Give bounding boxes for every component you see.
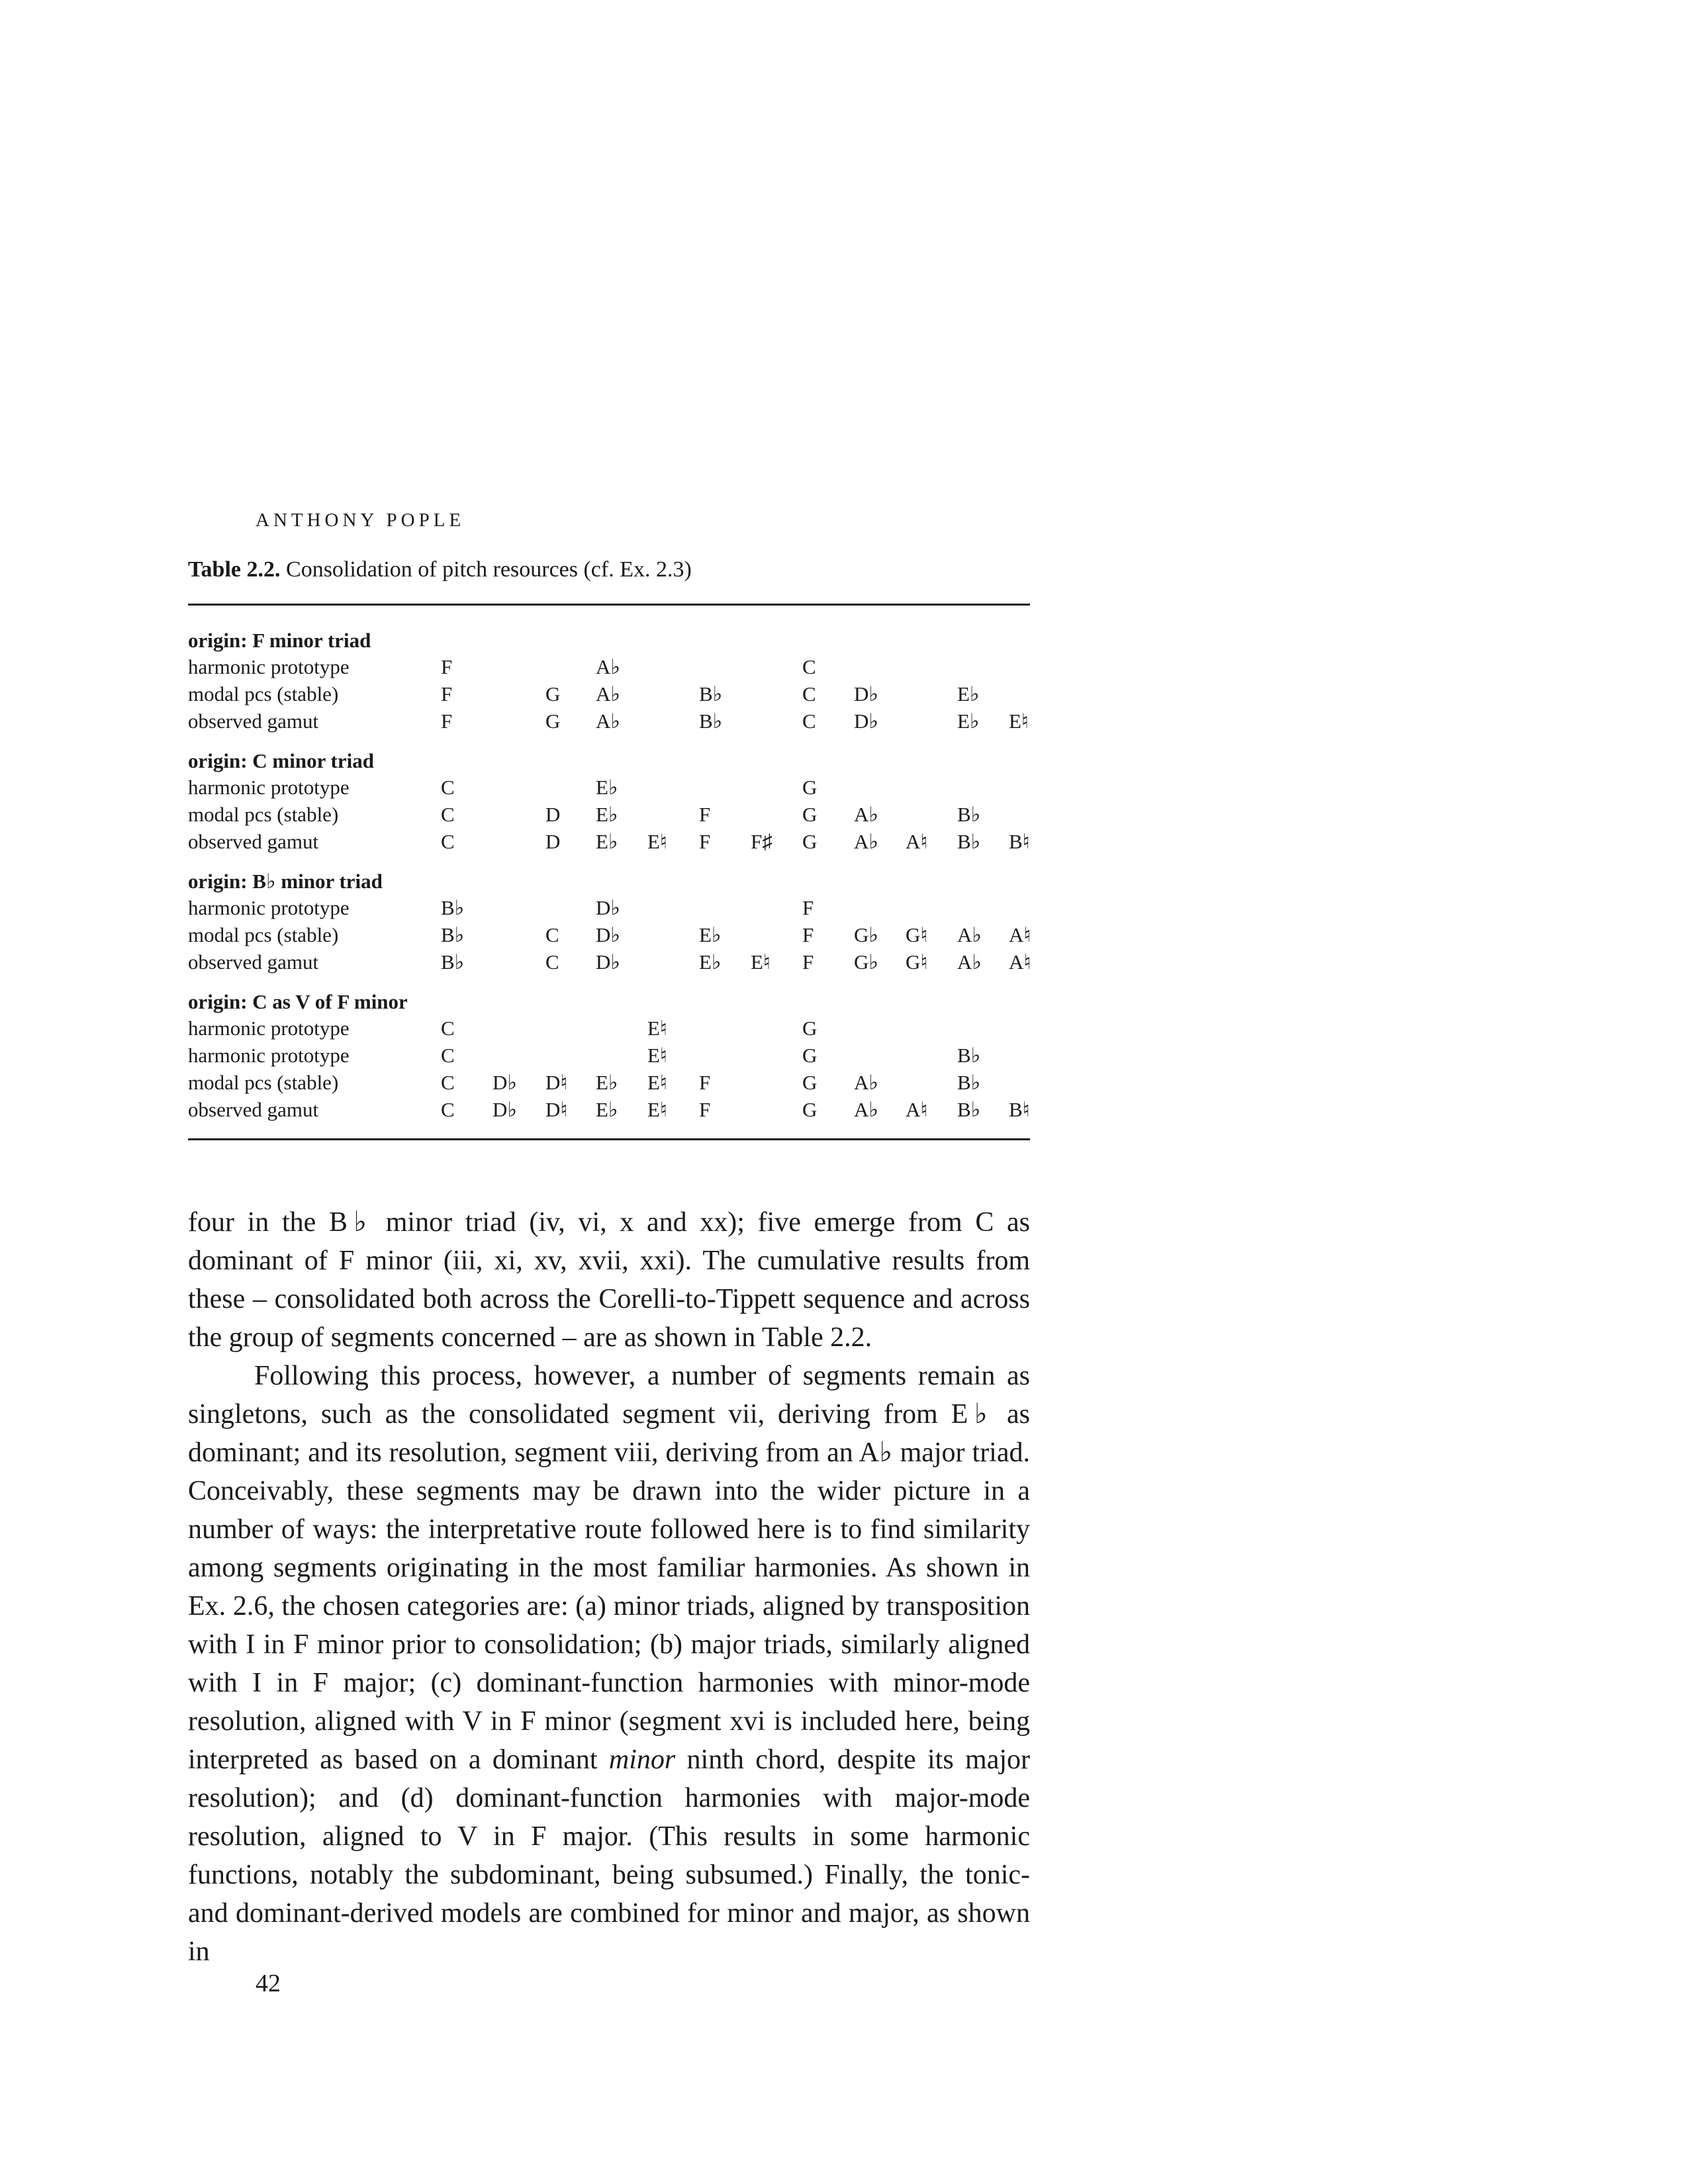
table-cell: G♭: [854, 950, 879, 974]
table-cell: D♮: [545, 1071, 568, 1094]
table-cell: E♭: [957, 682, 980, 705]
table-cell: E♭: [596, 830, 618, 853]
table-row: [188, 801, 1030, 828]
table-row: [188, 1015, 1030, 1042]
table-cell: E♮: [647, 1017, 668, 1040]
table-cell: B♭: [957, 1044, 981, 1067]
table-cell: B♭: [441, 923, 465, 946]
table-group-b-flat-minor: [188, 868, 1030, 976]
row-label: harmonic prototype: [188, 655, 350, 678]
table-cell: A♭: [957, 923, 982, 946]
table-cell: F: [699, 1098, 711, 1121]
row-label: harmonic prototype: [188, 776, 350, 799]
paragraph-2-part-2: ninth chord, despite its major resolution); and (d) dominant-function harmonies with major-mode resolution, aligned to V in F major. (This results in some harmonic functions, notably the subdominant, being subsumed.) Finally, the tonic- and dominant-derived models are combined for minor and major, as shown in: [188, 1745, 1030, 1967]
paragraph-2: [188, 1357, 1030, 1971]
table-cell: E♮: [647, 1044, 668, 1067]
table-caption: [188, 557, 692, 582]
table-cell: E♮: [647, 1071, 668, 1094]
row-label: observed gamut: [188, 1098, 319, 1121]
table-cell: E♭: [699, 950, 722, 974]
table-row: [188, 894, 1030, 921]
table-cell: G♮: [906, 950, 928, 974]
table-cell: D: [545, 803, 561, 826]
row-label: modal pcs (stable): [188, 1071, 339, 1094]
table-group-c-as-v: [188, 989, 1030, 1123]
table-cell: D♮: [545, 1098, 568, 1121]
table-cell: E♮: [647, 830, 668, 853]
table-row: [188, 653, 1030, 680]
table-cell: C: [802, 709, 816, 733]
table-cell: B♭: [957, 830, 981, 853]
table-cell: C: [545, 950, 559, 974]
table-row: [188, 1096, 1030, 1123]
table-cell: C: [441, 1044, 455, 1067]
table-cell: F♯: [751, 830, 773, 853]
table-cell: C: [441, 1098, 455, 1121]
table-cell: G: [802, 830, 818, 853]
table-cell: F: [802, 950, 814, 974]
row-label: modal pcs (stable): [188, 682, 339, 705]
table-cell: C: [441, 1017, 455, 1040]
row-label: observed gamut: [188, 830, 319, 853]
table-cell: B♭: [441, 950, 465, 974]
group-heading: origin: C as V of F minor: [188, 990, 408, 1013]
table-cell: E♮: [1009, 709, 1029, 733]
table-cell: G: [545, 682, 561, 705]
row-label: observed gamut: [188, 950, 319, 974]
table-cell: B♭: [957, 803, 981, 826]
row-label: harmonic prototype: [188, 1017, 350, 1040]
table-cell: A♮: [1009, 923, 1031, 946]
table-cell: D♭: [854, 709, 879, 733]
table-cell: A♮: [906, 830, 928, 853]
table-row: [188, 707, 1030, 735]
table-top-rule: [188, 604, 1030, 606]
table-cell: C: [441, 776, 455, 799]
table-cell: C: [545, 923, 559, 946]
table-cell: B♭: [957, 1071, 981, 1094]
table-cell: A♭: [596, 682, 621, 705]
table-cell: A♭: [596, 655, 621, 678]
table-cell: G: [802, 803, 818, 826]
table-cell: A♭: [854, 1071, 879, 1094]
table-cell: F: [699, 1071, 711, 1094]
table-cell: D: [545, 830, 561, 853]
table-cell: G: [802, 776, 818, 799]
emphasis-minor: minor: [608, 1745, 676, 1775]
table-cell: C: [441, 830, 455, 853]
group-heading: origin: F minor triad: [188, 629, 371, 652]
table-cell: C: [441, 1071, 455, 1094]
table-cell: D♭: [854, 682, 879, 705]
table-row: [188, 1069, 1030, 1096]
table-cell: C: [441, 803, 455, 826]
group-heading: origin: B♭ minor triad: [188, 870, 383, 893]
table-cell: E♭: [596, 1071, 618, 1094]
row-label: modal pcs (stable): [188, 923, 339, 946]
table-cell: C: [802, 682, 816, 705]
table-cell: G: [802, 1071, 818, 1094]
table-cell: D♭: [492, 1098, 518, 1121]
table-cell: A♭: [854, 830, 879, 853]
table-row: [188, 921, 1030, 948]
table-cell: E♮: [647, 1098, 668, 1121]
table-cell: A♭: [854, 1098, 879, 1121]
table-cell: F: [699, 830, 711, 853]
table-cell: A♭: [596, 709, 621, 733]
table-cell: E♭: [596, 803, 618, 826]
paragraph-2-part-1: Following this process, however, a number of segments remain as singletons, such as the consolidated segment vii, deriving from E♭ as dominant; and its resolution, segment viii, deriving from an A♭ major triad. Conceivably, these segments may be drawn into the wider picture in a number of ways: the interpretative route followed here is to find similarity among segments originating in the most familiar harmonies. As shown in Ex. 2.6, the chosen categories are: (a) minor triads, aligned by transposition with I in F minor prior to consolidation; (b) major triads, similarly aligned with I in F major; (c) dominant-function harmonies with minor-mode resolution, aligned with V in F minor (segment xvi is included here, being interpreted as based on a dominant: [188, 1361, 1030, 1775]
table-cell: G: [802, 1098, 818, 1121]
table-cell: G: [545, 709, 561, 733]
table-row: [188, 680, 1030, 707]
table-caption-label: Table 2.2.: [188, 557, 281, 582]
table-bottom-rule: [188, 1138, 1030, 1140]
table-cell: A♭: [957, 950, 982, 974]
table-row: [188, 774, 1030, 801]
table-row: [188, 828, 1030, 855]
table-cell: F: [441, 709, 453, 733]
table-cell: F: [802, 923, 814, 946]
table-cell: F: [699, 803, 711, 826]
table-cell: F: [802, 896, 814, 919]
table-cell: A♭: [854, 803, 879, 826]
paragraph-1: four in the B♭ minor triad (iv, vi, x and xx); five emerge from C as dominant of F minor (iii, xi, xv, xvii, xxi). The cumulative results from these – consolidated both across the Corelli-to-Tippett sequence and across the group of segments concerned – are as shown in Table 2.2.: [188, 1207, 1030, 1353]
table-group-c-minor: [188, 748, 1030, 855]
table-row: [188, 948, 1030, 976]
table-cell: B♮: [1009, 830, 1030, 853]
table-cell: G: [802, 1017, 818, 1040]
table-cell: E♭: [596, 776, 618, 799]
table-cell: B♭: [441, 896, 465, 919]
table-cell: C: [802, 655, 816, 678]
table-cell: F: [441, 655, 453, 678]
table-cell: D♭: [596, 923, 621, 946]
table-cell: B♮: [1009, 1098, 1030, 1121]
table-cell: D♭: [596, 896, 621, 919]
table-cell: D♭: [596, 950, 621, 974]
table-cell: E♭: [957, 709, 980, 733]
table-cell: F: [441, 682, 453, 705]
body-text: [188, 1203, 1030, 1971]
table-cell: D♭: [492, 1071, 518, 1094]
running-head: ANTHONY POPLE: [256, 510, 465, 531]
table-cell: G: [802, 1044, 818, 1067]
table-cell: B♭: [957, 1098, 981, 1121]
table-row: [188, 1042, 1030, 1069]
table-cell: G♮: [906, 923, 928, 946]
table-group-f-minor: [188, 627, 1030, 735]
row-label: observed gamut: [188, 709, 319, 733]
table-cell: B♭: [699, 682, 723, 705]
table-cell: A♮: [906, 1098, 928, 1121]
table-cell: A♮: [1009, 950, 1031, 974]
page-number: 42: [256, 1970, 281, 1997]
table-cell: E♭: [699, 923, 722, 946]
group-heading: origin: C minor triad: [188, 749, 374, 772]
table-cell: B♭: [699, 709, 723, 733]
row-label: harmonic prototype: [188, 896, 350, 919]
row-label: harmonic prototype: [188, 1044, 350, 1067]
table-cell: E♭: [596, 1098, 618, 1121]
table-cell: G♭: [854, 923, 879, 946]
row-label: modal pcs (stable): [188, 803, 339, 826]
table-caption-text: Consolidation of pitch resources (cf. Ex. 2.3): [280, 557, 692, 582]
table-cell: E♮: [751, 950, 771, 974]
